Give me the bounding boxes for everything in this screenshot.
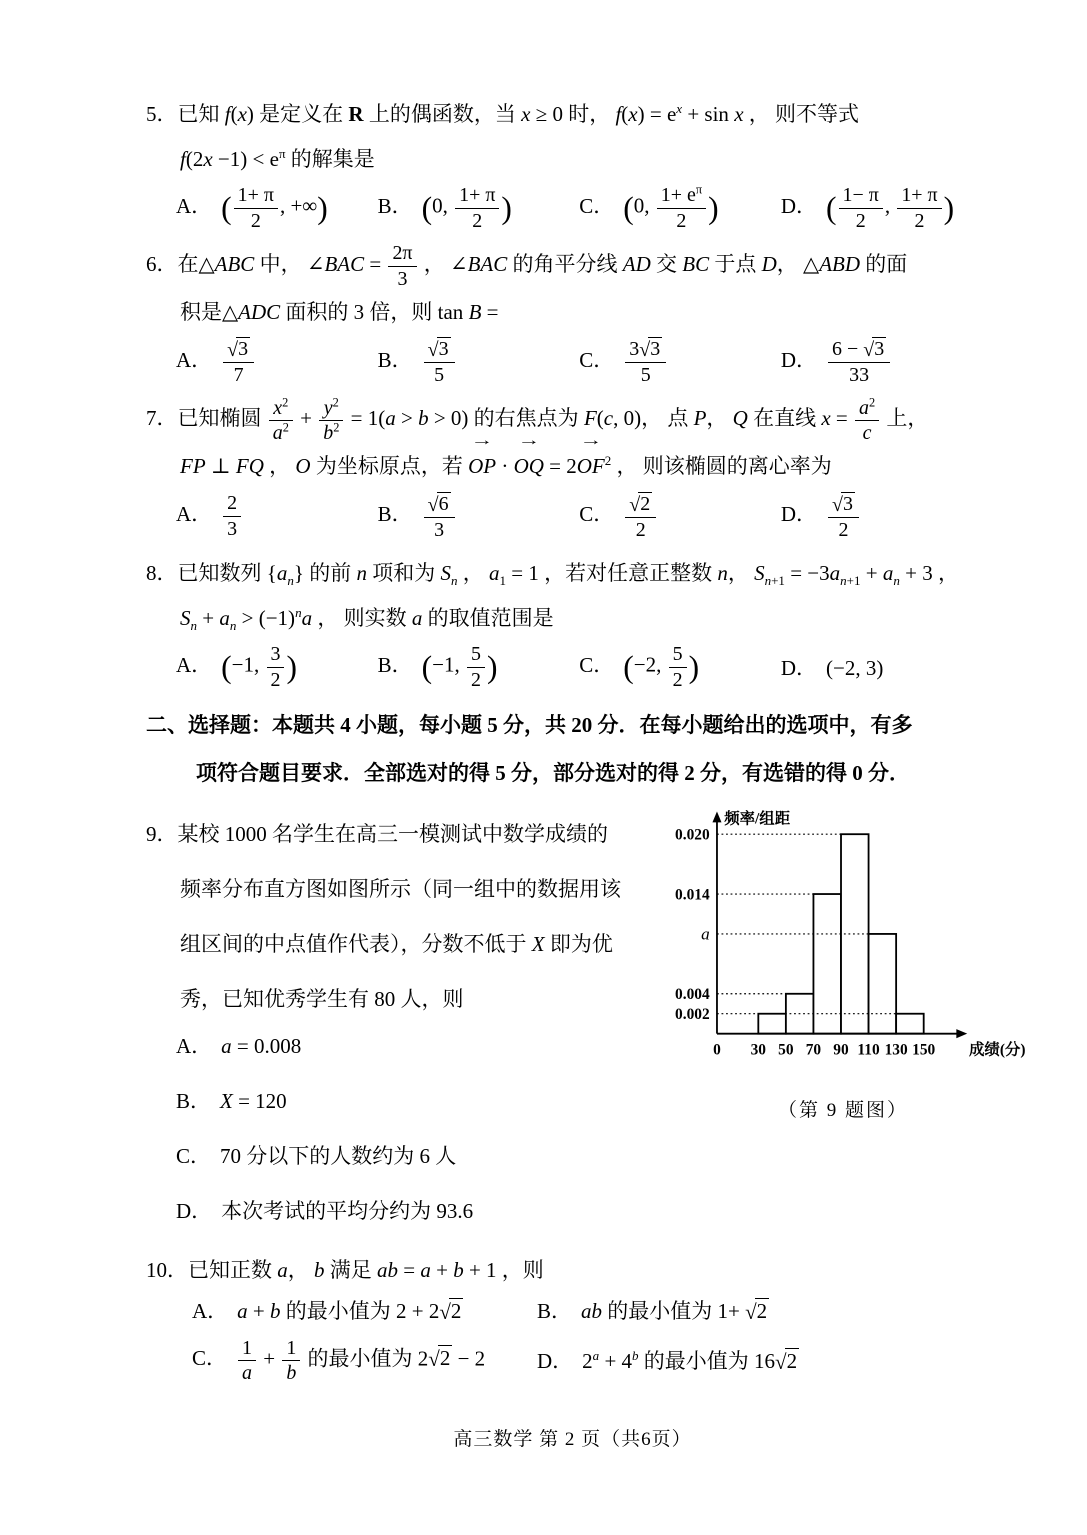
option-label: A．	[192, 1298, 229, 1323]
xtick-50: 50	[778, 1041, 794, 1059]
question-5-option-B: B． (0, $\frac{1+ \pi}{2}$ )	[377, 184, 512, 232]
radical: √3	[227, 338, 249, 362]
radical: √2	[775, 1349, 798, 1375]
question-5-options	[176, 184, 999, 232]
fraction: $\frac{a^2}{c}$	[855, 397, 879, 445]
paren: )	[688, 649, 700, 685]
hist-bar-30-50	[758, 1014, 786, 1034]
fraction: $\frac{√3}{7}$	[223, 337, 254, 386]
xtick-0: 0	[713, 1041, 721, 1059]
fraction: $\frac{√2}{2}$	[625, 492, 656, 541]
y-axis-arrow-icon	[712, 812, 721, 823]
option-label: A．	[176, 652, 213, 677]
question-8-line-2: $S_n + a_n > (-1)^na$ ， 则实数 a 的取值范围是	[180, 605, 554, 634]
question-8-line-1: 8．已知数列 $\{a_n\}$ 的前 n 项和为 $S_n$ ， $a_1 = 1$ ，若对任意正整数 n， $S_{n+1} = -3a_{n+1} + a_n + 3$ ，	[146, 560, 959, 589]
question-9-line-1: 9．某校 1000 名学生在高三一模测试中数学成绩的	[146, 822, 608, 847]
histogram-figure	[657, 807, 1029, 1122]
question-5-option-D: D． ( $\frac{1- \pi}{2}$ , $\frac{1+ \pi}{2}$ )	[780, 184, 955, 232]
xtick-30: 30	[750, 1041, 767, 1059]
paren: )	[943, 190, 955, 226]
ytick-a: a	[701, 924, 710, 944]
fraction: $\frac{x^2}{a^2}$	[269, 397, 293, 445]
hist-bar-70-90	[813, 894, 841, 1034]
fraction: $\frac{1}{a}$	[238, 1337, 256, 1385]
fraction: $\frac{6 - √3}{33}$	[828, 337, 890, 386]
paren: (	[221, 190, 232, 226]
radical: √3	[832, 492, 853, 516]
question-6-option-C	[579, 337, 781, 386]
radical: √3	[639, 338, 661, 362]
question-10	[146, 1248, 999, 1397]
questions-5-to-8	[146, 92, 999, 691]
fraction: $\frac{3}{2}$	[267, 643, 285, 691]
radical: √2	[629, 492, 651, 516]
question-10-option-C: C． $\frac{1}{a}$ + $\frac{1}{b}$ 的最小值为 2√2 − 2	[192, 1336, 486, 1384]
question-7-options	[176, 492, 999, 541]
question-10-block	[146, 1248, 999, 1397]
question-7-option-D	[781, 492, 983, 541]
fraction: $\frac{2}{3}$	[223, 492, 241, 540]
vector: → OF	[576, 432, 605, 479]
question-6-option-D	[781, 337, 983, 386]
hist-bar-110-130	[869, 934, 897, 1034]
option-label: C．	[579, 652, 615, 677]
option-label: B．	[377, 347, 413, 372]
question-8-option-A: A． (−1, $\frac{3}{2}$ )	[176, 643, 297, 691]
option-label: D．	[176, 1198, 213, 1223]
option-label: A．	[176, 193, 213, 218]
section-2-line-1: 二、选择题：本题共 4 小题，每小题 5 分，共 20 分．在每小题给出的选项中，有多	[146, 712, 913, 737]
question-6-line-2: 积是△ADC 面积的 3 倍，则 tan B =	[180, 300, 499, 324]
option-label: B．	[176, 1088, 212, 1113]
fraction: $\frac{y^2}{b^2}$	[319, 397, 343, 445]
x-axis-arrow-icon	[956, 1030, 967, 1039]
radical: √3	[863, 338, 885, 362]
paren: )	[286, 649, 297, 685]
question-10-option-D: D． $2^a + 4^b$ 的最小值为 16√2	[537, 1348, 798, 1375]
section-2-header	[146, 701, 999, 798]
option-label: B．	[537, 1298, 573, 1323]
section-2-line-2: 项符合题目要求．全部选对的得 5 分，部分选对的得 2 分，有选错的得 0 分．	[196, 761, 910, 786]
paren: )	[317, 190, 328, 226]
option-label: C．	[579, 502, 615, 527]
fraction: $\frac{1+ e^\pi}{2}$	[657, 184, 706, 232]
xtick-90: 90	[833, 1041, 849, 1059]
option-label: B．	[377, 193, 413, 218]
paren: (	[421, 649, 433, 685]
question-5-line-2: $f(2x -1) < e^\pi$ 的解集是	[180, 146, 375, 172]
question-7-option-C	[579, 492, 781, 541]
option-label: B．	[377, 502, 413, 527]
vector-arrow-icon: →	[579, 432, 603, 449]
ytick-0.002: 0.002	[675, 1006, 710, 1024]
option-label: C．	[192, 1346, 228, 1371]
paren: )	[486, 649, 498, 685]
question-7-option-B	[378, 492, 580, 541]
question-9-line-3: 组区间的中点值作代表），分数不低于 X 即为优	[180, 932, 613, 957]
option-label: D．	[780, 347, 818, 372]
paren: (	[826, 190, 837, 226]
question-9-line-4: 秀，已知优秀学生有 80 人，则	[180, 987, 464, 1012]
question-8-option-B: B． (−1, $\frac{5}{2}$ )	[377, 643, 498, 691]
question-9-option-C: C． 70 分以下的人数约为 6 人	[176, 1143, 457, 1168]
xtick-110: 110	[857, 1041, 880, 1059]
question-6-option-B	[378, 337, 580, 386]
question-6-option-A	[176, 337, 378, 386]
question-8-option-D: D． (−2, 3)	[780, 656, 884, 680]
xtick-70: 70	[805, 1041, 822, 1059]
fraction: $\frac{5}{2}$	[467, 643, 485, 691]
question-9-option-B: B． X = 120	[176, 1088, 287, 1113]
fraction: $\frac{√3}{2}$	[828, 492, 859, 541]
question-5	[146, 92, 999, 232]
xtick-130: 130	[884, 1041, 908, 1059]
vector: → OQ	[513, 432, 544, 479]
option-label: A．	[176, 1033, 213, 1058]
x-axis-title: 成绩(分)	[969, 1041, 1026, 1059]
option-label: A．	[176, 502, 213, 527]
option-label: A．	[176, 347, 213, 372]
radical: √2	[745, 1298, 768, 1324]
paren: (	[623, 190, 634, 226]
ytick-0.014: 0.014	[675, 886, 710, 904]
vector-arrow-icon: →	[470, 432, 494, 449]
fraction: $\frac{1- \pi}{2}$	[839, 184, 883, 232]
option-label: D．	[780, 502, 818, 527]
radical: √2	[428, 1346, 451, 1372]
ytick-0.004: 0.004	[675, 986, 710, 1004]
fraction: $\frac{1}{b}$	[282, 1337, 300, 1385]
paren: )	[501, 190, 512, 226]
histogram-chart	[657, 807, 1029, 1079]
fraction: $\frac{2\pi}{3}$	[388, 242, 416, 290]
fraction: $\frac{1+ \pi}{2}$	[455, 184, 499, 232]
xtick-150: 150	[912, 1041, 936, 1059]
paren: (	[221, 649, 232, 685]
question-8	[146, 551, 999, 691]
question-9-figure-area	[651, 807, 1029, 1122]
question-5-option-C: C． (0, $\frac{1+ e^\pi}{2}$ )	[579, 182, 719, 232]
question-9-options	[176, 1028, 651, 1231]
question-9-text	[146, 807, 651, 1247]
option-label: D．	[537, 1349, 574, 1374]
page-footer: 高三数学 第 2 页（共6页）	[453, 1429, 692, 1451]
option-label: D．	[780, 193, 818, 218]
option-label: C．	[579, 347, 615, 372]
question-8-options	[176, 643, 999, 691]
option-label: C．	[579, 193, 615, 218]
question-10-line-1: 10．已知正数 a， b 满足 ab = a + b + 1 ，则	[146, 1257, 544, 1282]
paren: (	[623, 649, 634, 685]
ytick-0.020: 0.020	[675, 827, 710, 845]
radical: √6	[427, 492, 449, 516]
fraction: $\frac{√3}{5}$	[424, 337, 455, 386]
question-7-line-2: FP ⊥ FQ ， O 为坐标原点，若 → OP · → OQ = 2 → $OF^2$ ， 则该椭圆的离心率为	[180, 444, 999, 489]
question-5-line-1: 5．已知 f(x) 是定义在 R 上的偶函数，当 x ≥ 0 时， $f(x) = e^x + \sin x$ ， 则不等式	[146, 101, 860, 126]
question-9-option-D: D． 本次考试的平均分约为 93.6	[176, 1198, 474, 1223]
figure-caption: （第 9 题图）	[777, 1100, 908, 1122]
fraction: $\frac{5}{2}$	[669, 643, 687, 691]
paren: )	[708, 190, 719, 226]
option-label: B．	[377, 652, 413, 677]
question-9-option-A: A． a = 0.008	[176, 1033, 302, 1058]
y-axis-title: 频率/组距	[724, 810, 791, 828]
question-6-options	[176, 337, 999, 386]
question-10-option-A: A． a + b 的最小值为 2 + 2√2	[192, 1298, 462, 1324]
question-7-option-A	[176, 492, 378, 540]
fraction: $\frac{√6}{3}$	[424, 492, 455, 541]
vector-arrow-icon: →	[517, 432, 541, 449]
question-7-line-1: 7．已知椭圆 $\frac{x^2}{a^2}$ + $\frac{y^2}{b^2}$ = 1(a > b > 0) 的右焦点为 F(c, 0)， 点 P， Q 在直线 x = $\frac{a^2}{c}$ 上，	[146, 395, 929, 445]
option-label: D．	[780, 656, 818, 680]
option-label: C．	[176, 1143, 212, 1168]
hist-bar-130-150	[896, 1014, 924, 1034]
fraction: $\frac{3√3}{5}$	[625, 337, 666, 386]
radical: √2	[439, 1298, 462, 1324]
paren: (	[421, 190, 433, 226]
question-10-options	[192, 1295, 999, 1397]
vector: → OP	[468, 432, 497, 479]
question-8-option-C: C． (−2, $\frac{5}{2}$ )	[579, 643, 700, 691]
radical: √3	[427, 338, 449, 362]
question-7	[146, 396, 999, 540]
question-9	[146, 807, 651, 1230]
question-5-option-A: A． ( $\frac{1+ \pi}{2}$ , +∞)	[176, 184, 328, 232]
question-10-option-B: B． ab 的最小值为 1+ √2	[537, 1298, 768, 1324]
fraction: $\frac{1+ \pi}{2}$	[234, 184, 278, 232]
fraction: $\frac{1+ \pi}{2}$	[897, 184, 941, 232]
question-6-line-1: 6．在△ABC 中， ∠BAC = $\frac{2\pi}{3}$ ， ∠BAC 的角平分线 AD 交 BC 于点 D， △ABD 的面	[146, 242, 908, 290]
question-9-line-2: 频率分布直方图如图所示（同一组中的数据用该	[180, 877, 621, 902]
question-6	[146, 242, 999, 386]
question-9-row	[146, 807, 1026, 1247]
